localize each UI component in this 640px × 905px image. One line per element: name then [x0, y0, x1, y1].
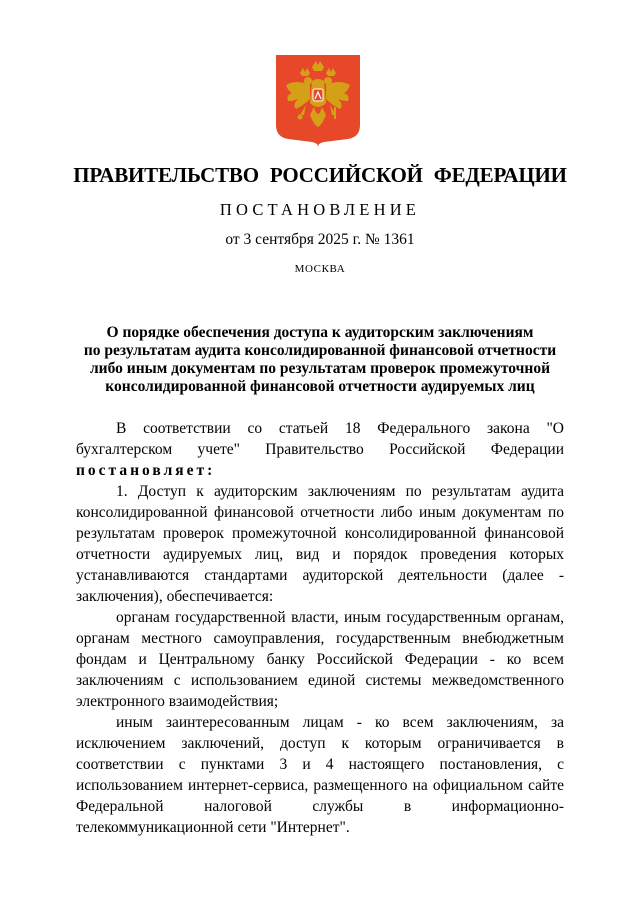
paragraph-3: иным заинтересованным лицам - ко всем заключениям, за исключением заключений, доступ к которым ограничивается в соответствии с пунктами 3 и 4 настоящего постановления, с использованием интернет-сервиса, размещенного на официальном сайте Федеральной налоговой службы в информационно-телекоммуникационной сети "Интернет". — [76, 714, 564, 836]
decree-word: постановляет: — [76, 462, 216, 479]
russian-coat-of-arms-icon — [276, 55, 360, 147]
city-name: МОСКВА — [294, 263, 346, 275]
preamble-text: В соответствии со статьей 18 Федерального закона "О бухгалтерском учете" Правительство Российской Федерации — [76, 420, 564, 458]
paragraph-1: 1. Доступ к аудиторским заключениям по результатам аудита консолидированной финансовой отчетности либо иным документам по результатам проверок промежуточной консолидированной финансовой отчетности аудируемых лиц, вид и порядок проведения которых устанавливаются стандартами аудиторской деятельности (далее - заключения), обеспечивается: — [76, 483, 564, 605]
document-body — [76, 418, 564, 838]
document-type: ПОСТАНОВЛЕНИЕ — [219, 200, 421, 219]
title-line: либо иным документам по результатам проверок промежуточной — [89, 360, 551, 377]
document-title — [60, 324, 580, 396]
title-line: О порядке обеспечения доступа к аудиторским заключениям — [106, 324, 534, 341]
government-name: ПРАВИТЕЛЬСТВО РОССИЙСКОЙ ФЕДЕРАЦИИ — [73, 163, 567, 187]
preamble-paragraph — [76, 418, 564, 481]
paragraph-2: органам государственной власти, иным государственным органам, органам местного самоуправления, государственным внебюджетным фондам и Центральному банку Российской Федерации - ко всем заключениям с использованием единой системы межведомственного электронного взаимодействия; — [76, 609, 564, 710]
title-line: консолидированной финансовой отчетности аудируемых лиц — [105, 378, 535, 395]
document-date-number: от 3 сентября 2025 г. № 1361 — [225, 231, 415, 248]
title-line: по результатам аудита консолидированной финансовой отчетности — [83, 342, 557, 359]
